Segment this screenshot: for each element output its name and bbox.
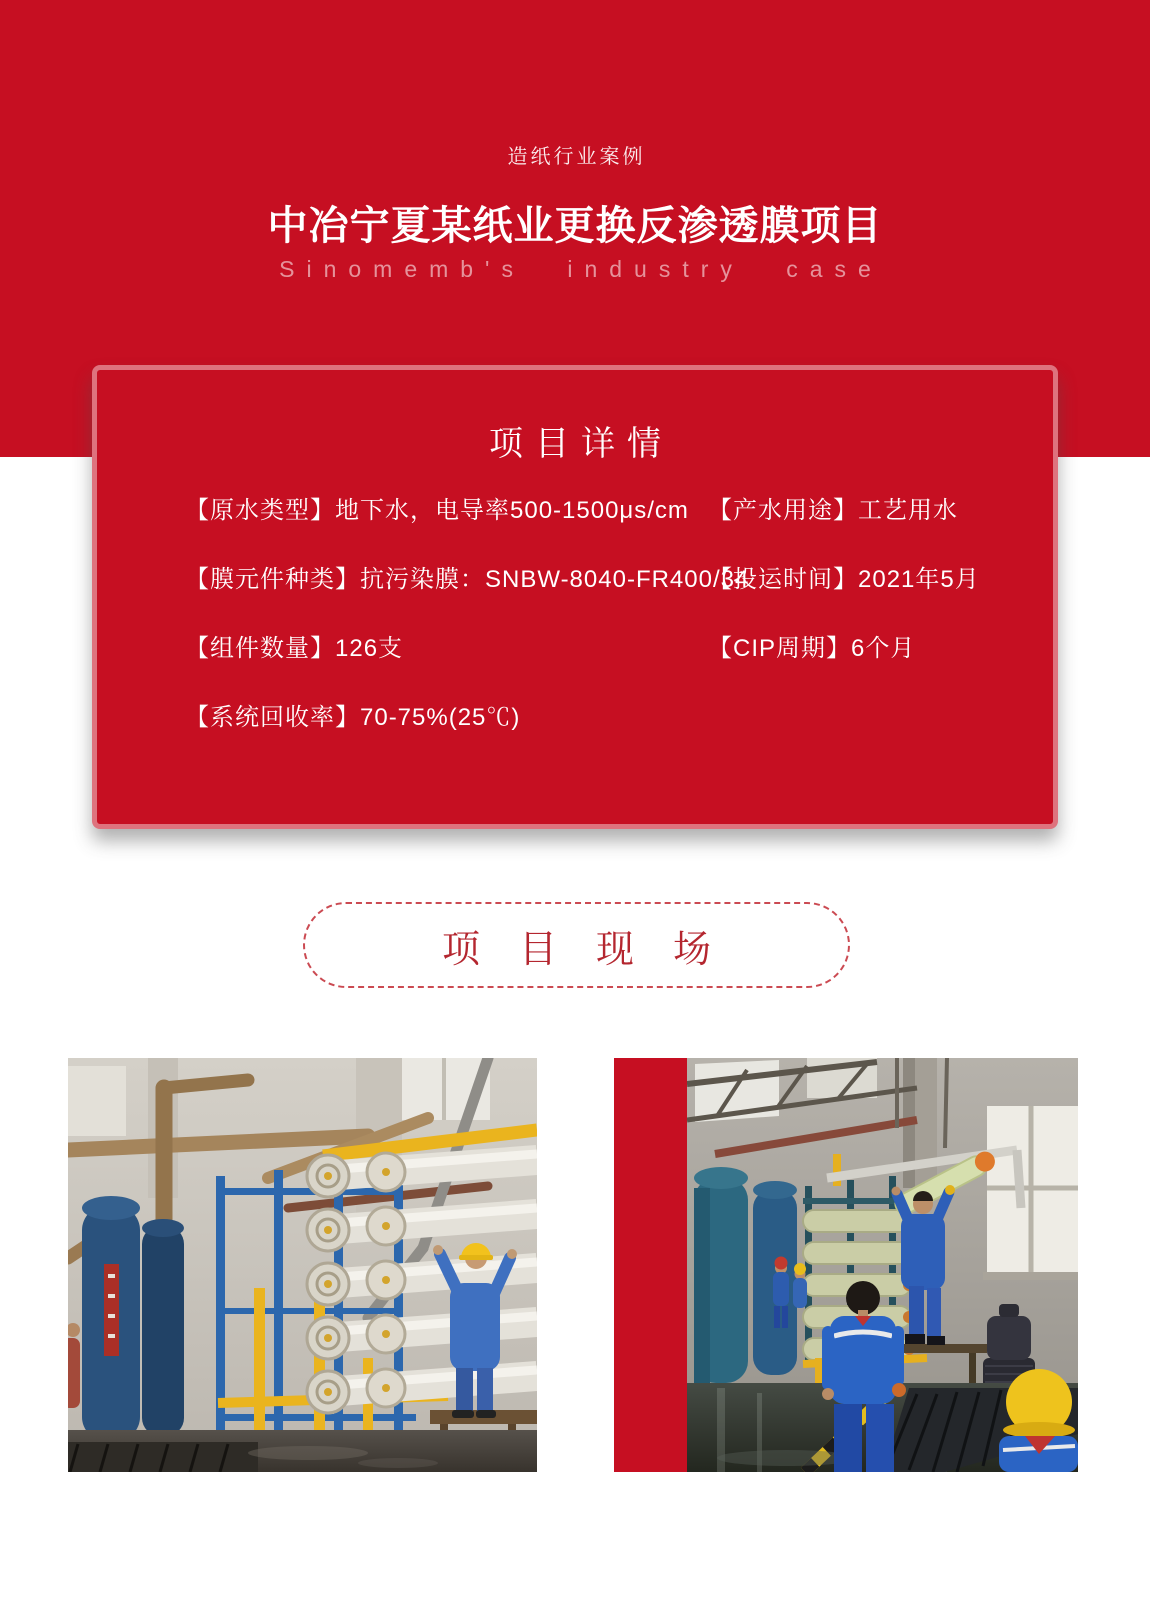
site-section-title: 项目现场 xyxy=(441,928,750,971)
site-photo-left xyxy=(68,1058,537,1472)
detail-recovery-rate: 【系统回收率】70-75%(25℃) xyxy=(185,704,521,731)
floor xyxy=(68,1430,537,1472)
detail-product-water-use: 【产水用途】工艺用水 xyxy=(708,497,958,524)
detail-membrane-type: 【膜元件种类】抗污染膜：SNBW-8040-FR400/34 xyxy=(185,566,750,593)
detail-column-left xyxy=(185,496,749,772)
page-title: 中冶宁夏某纸业更换反渗透膜项目 xyxy=(267,204,883,248)
project-detail-card xyxy=(92,365,1058,829)
blue-tanks xyxy=(82,1196,184,1441)
detail-cip-cycle: 【CIP周期】6个月 xyxy=(708,635,916,662)
detail-column-right xyxy=(708,496,980,703)
site-photo-right xyxy=(687,1058,1078,1472)
red-accent-bar xyxy=(614,1058,687,1472)
detail-commission-date: 【投运时间】2021年5月 xyxy=(708,566,980,593)
detail-raw-water: 【原水类型】地下水，电导率500-1500μs/cm xyxy=(185,497,689,524)
site-section-pill xyxy=(303,902,850,988)
industry-tagline: 造纸行业案例 xyxy=(507,146,646,168)
page-subtitle: Sinomemb's industry case xyxy=(279,256,883,282)
card-title: 项目详情 xyxy=(489,425,673,463)
membrane-replacement-photo-illustration xyxy=(687,1058,1078,1472)
detail-module-count: 【组件数量】126支 xyxy=(185,635,404,662)
ro-skid-photo-illustration xyxy=(68,1058,537,1472)
